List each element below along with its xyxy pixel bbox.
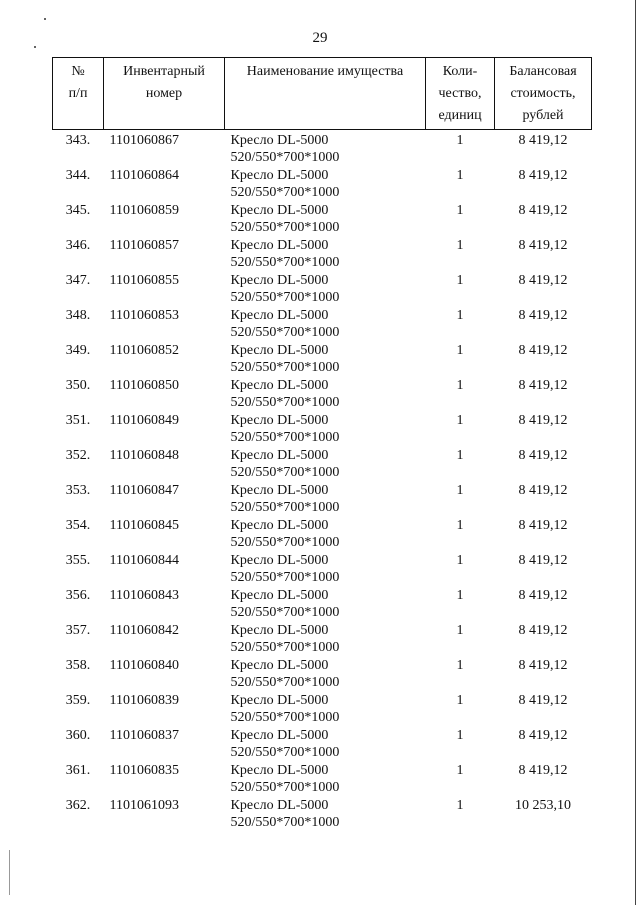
property-name-line2: 520/550*700*1000 (230, 185, 340, 200)
table-row (53, 657, 592, 692)
row-number: 346. (65, 238, 91, 253)
table-row (53, 307, 592, 342)
quantity: 1 (456, 728, 464, 743)
balance-cost: 8 419,12 (518, 168, 568, 183)
property-name-line1: Кресло DL-5000 (230, 728, 329, 743)
inventory-number: 1101060837 (109, 728, 179, 743)
quantity: 1 (456, 378, 464, 393)
row-number: 352. (65, 448, 91, 463)
quantity: 1 (456, 798, 464, 813)
balance-cost: 8 419,12 (518, 553, 568, 568)
page-number: 29 (312, 30, 328, 46)
property-name-line2: 520/550*700*1000 (230, 535, 340, 550)
row-number: 348. (65, 308, 91, 323)
table-row (53, 237, 592, 272)
property-name (225, 552, 426, 587)
row-number: 343. (65, 133, 91, 148)
balance-cost: 10 253,10 (515, 798, 571, 813)
balance-cost: 8 419,12 (518, 623, 568, 638)
balance-cost: 8 419,12 (518, 588, 568, 603)
row-number: 356. (65, 588, 91, 603)
balance-cost: 8 419,12 (518, 378, 568, 393)
inventory-number: 1101060842 (109, 623, 179, 638)
row-number: 358. (65, 658, 91, 673)
inventory-number: 1101060839 (109, 693, 179, 708)
row-number: 355. (65, 553, 91, 568)
property-name-line1: Кресло DL-5000 (230, 553, 329, 568)
quantity: 1 (456, 413, 464, 428)
table-row (53, 727, 592, 762)
inventory-number: 1101060844 (109, 553, 179, 568)
property-name-line1: Кресло DL-5000 (230, 518, 329, 533)
header-balance-cost: Балансовая стоимость, рублей (495, 58, 592, 130)
balance-cost: 8 419,12 (518, 413, 568, 428)
property-name-line2: 520/550*700*1000 (230, 255, 340, 270)
row-number: 344. (65, 168, 91, 183)
row-number: 359. (65, 693, 91, 708)
property-name-line1: Кресло DL-5000 (230, 378, 329, 393)
property-name (225, 307, 426, 342)
inventory-number: 1101060848 (109, 448, 179, 463)
row-number: 347. (65, 273, 91, 288)
table-row (53, 202, 592, 237)
table-row (53, 342, 592, 377)
property-name (225, 447, 426, 482)
inventory-number: 1101060857 (109, 238, 179, 253)
balance-cost: 8 419,12 (518, 238, 568, 253)
property-name (225, 202, 426, 237)
table-row (53, 587, 592, 622)
property-name-line2: 520/550*700*1000 (230, 815, 340, 830)
quantity: 1 (456, 763, 464, 778)
table-row (53, 517, 592, 552)
property-name-line2: 520/550*700*1000 (230, 150, 340, 165)
table-row (53, 622, 592, 657)
row-number: 351. (65, 413, 91, 428)
table-row (53, 272, 592, 307)
inventory-number: 1101060852 (109, 343, 179, 358)
quantity: 1 (456, 483, 464, 498)
property-name (225, 237, 426, 272)
inventory-number: 1101060835 (109, 763, 179, 778)
inventory-number: 1101060843 (109, 588, 179, 603)
balance-cost: 8 419,12 (518, 273, 568, 288)
property-name-line2: 520/550*700*1000 (230, 325, 340, 340)
property-name-line1: Кресло DL-5000 (230, 588, 329, 603)
balance-cost: 8 419,12 (518, 203, 568, 218)
balance-cost: 8 419,12 (518, 693, 568, 708)
quantity: 1 (456, 203, 464, 218)
property-name (225, 482, 426, 517)
balance-cost: 8 419,12 (518, 763, 568, 778)
inventory-number: 1101060859 (109, 203, 179, 218)
property-name-line2: 520/550*700*1000 (230, 710, 340, 725)
quantity: 1 (456, 168, 464, 183)
scan-speck (44, 18, 46, 20)
row-number: 354. (65, 518, 91, 533)
property-name-line2: 520/550*700*1000 (230, 290, 340, 305)
table-row (53, 412, 592, 447)
quantity: 1 (456, 133, 464, 148)
property-name-line2: 520/550*700*1000 (230, 640, 340, 655)
property-name (225, 657, 426, 692)
row-number: 345. (65, 203, 91, 218)
table-body (53, 130, 592, 833)
property-name-line2: 520/550*700*1000 (230, 395, 340, 410)
property-name-line1: Кресло DL-5000 (230, 693, 329, 708)
quantity: 1 (456, 553, 464, 568)
property-name (225, 517, 426, 552)
quantity: 1 (456, 588, 464, 603)
quantity: 1 (456, 693, 464, 708)
property-name-line1: Кресло DL-5000 (230, 448, 329, 463)
scan-edge-right (635, 0, 636, 905)
property-name-line1: Кресло DL-5000 (230, 413, 329, 428)
property-name-line1: Кресло DL-5000 (230, 238, 329, 253)
table-row (53, 377, 592, 412)
property-name (225, 412, 426, 447)
table-row (53, 797, 592, 832)
property-name-line1: Кресло DL-5000 (230, 763, 329, 778)
inventory-number: 1101060849 (109, 413, 179, 428)
quantity: 1 (456, 308, 464, 323)
table-row (53, 552, 592, 587)
row-number: 361. (65, 763, 91, 778)
inventory-number: 1101060840 (109, 658, 179, 673)
inventory-number: 1101060864 (109, 168, 179, 183)
row-number: 357. (65, 623, 91, 638)
property-name (225, 342, 426, 377)
property-name-line1: Кресло DL-5000 (230, 798, 329, 813)
table-row (53, 130, 592, 168)
table-row (53, 762, 592, 797)
property-name (225, 377, 426, 412)
balance-cost: 8 419,12 (518, 518, 568, 533)
quantity: 1 (456, 518, 464, 533)
quantity: 1 (456, 448, 464, 463)
property-name (225, 272, 426, 307)
quantity: 1 (456, 238, 464, 253)
property-name (225, 762, 426, 797)
balance-cost: 8 419,12 (518, 728, 568, 743)
property-name-line2: 520/550*700*1000 (230, 675, 340, 690)
inventory-number: 1101060847 (109, 483, 179, 498)
property-name-line1: Кресло DL-5000 (230, 273, 329, 288)
property-name-line1: Кресло DL-5000 (230, 343, 329, 358)
property-name-line2: 520/550*700*1000 (230, 780, 340, 795)
property-name (225, 167, 426, 202)
inventory-number: 1101060850 (109, 378, 179, 393)
property-name-line2: 520/550*700*1000 (230, 745, 340, 760)
property-name-line1: Кресло DL-5000 (230, 623, 329, 638)
property-name-line1: Кресло DL-5000 (230, 483, 329, 498)
property-name (225, 727, 426, 762)
property-name (225, 130, 426, 168)
header-quantity: Коли- чество, единиц (426, 58, 495, 130)
row-number: 349. (65, 343, 91, 358)
property-name-line2: 520/550*700*1000 (230, 360, 340, 375)
quantity: 1 (456, 658, 464, 673)
balance-cost: 8 419,12 (518, 343, 568, 358)
table-row (53, 447, 592, 482)
header-property-name: Наименование имущества (225, 58, 426, 130)
balance-cost: 8 419,12 (518, 133, 568, 148)
balance-cost: 8 419,12 (518, 448, 568, 463)
inventory-number: 1101060853 (109, 308, 179, 323)
header-number: № п/п (53, 58, 104, 130)
row-number: 360. (65, 728, 91, 743)
quantity: 1 (456, 623, 464, 638)
property-name-line2: 520/550*700*1000 (230, 220, 340, 235)
header-inventory-number: Инвентарный номер (104, 58, 225, 130)
property-name-line1: Кресло DL-5000 (230, 203, 329, 218)
property-name (225, 692, 426, 727)
row-number: 350. (65, 378, 91, 393)
property-name (225, 622, 426, 657)
inventory-number: 1101060845 (109, 518, 179, 533)
balance-cost: 8 419,12 (518, 483, 568, 498)
property-name-line1: Кресло DL-5000 (230, 308, 329, 323)
scan-edge-left (9, 850, 10, 895)
property-name-line2: 520/550*700*1000 (230, 465, 340, 480)
table-row (53, 482, 592, 517)
inventory-number: 1101060867 (109, 133, 179, 148)
table-header-row (53, 58, 592, 130)
quantity: 1 (456, 343, 464, 358)
inventory-number: 1101060855 (109, 273, 179, 288)
quantity: 1 (456, 273, 464, 288)
row-number: 353. (65, 483, 91, 498)
property-name-line2: 520/550*700*1000 (230, 500, 340, 515)
property-name-line2: 520/550*700*1000 (230, 430, 340, 445)
inventory-table (52, 57, 592, 832)
property-name-line2: 520/550*700*1000 (230, 570, 340, 585)
balance-cost: 8 419,12 (518, 658, 568, 673)
property-name-line1: Кресло DL-5000 (230, 133, 329, 148)
property-name-line2: 520/550*700*1000 (230, 605, 340, 620)
table-row (53, 167, 592, 202)
property-name (225, 797, 426, 832)
inventory-number: 1101061093 (109, 798, 179, 813)
property-name-line1: Кресло DL-5000 (230, 658, 329, 673)
table-row (53, 692, 592, 727)
row-number: 362. (65, 798, 91, 813)
balance-cost: 8 419,12 (518, 308, 568, 323)
property-name (225, 587, 426, 622)
property-name-line1: Кресло DL-5000 (230, 168, 329, 183)
